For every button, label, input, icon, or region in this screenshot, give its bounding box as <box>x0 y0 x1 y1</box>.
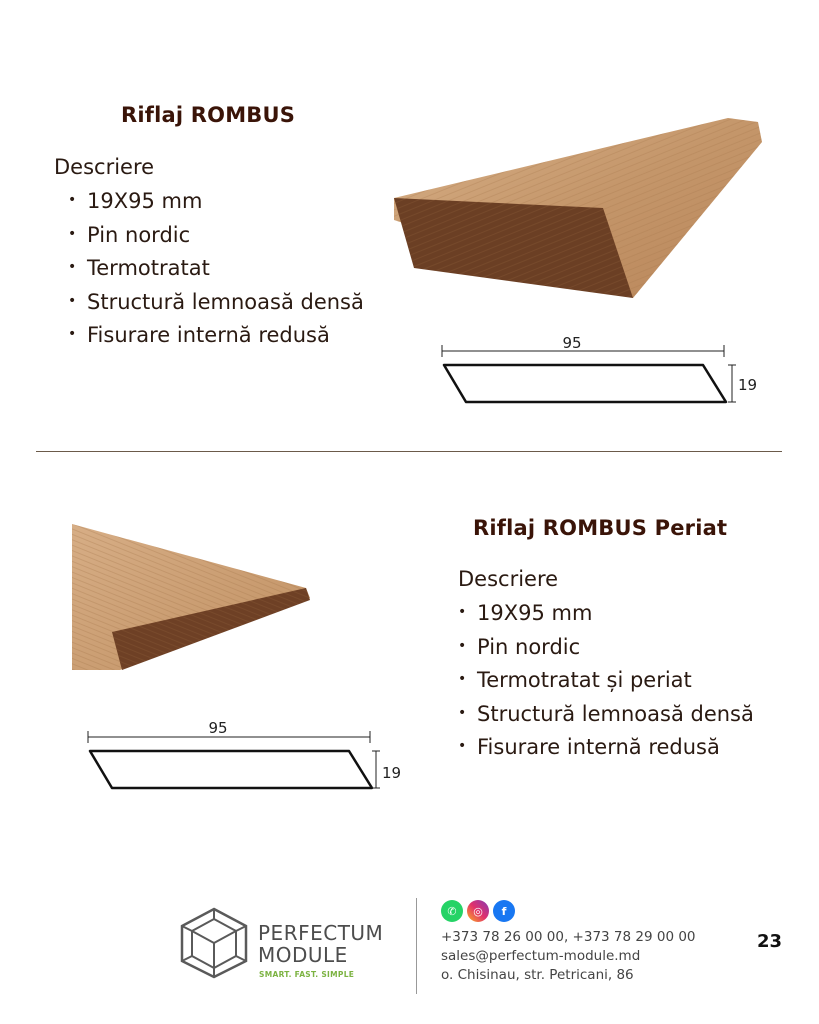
product1-title: Riflaj ROMBUS <box>121 103 296 127</box>
product2-board-image <box>70 520 315 675</box>
product1-description-label: Descriere <box>54 155 155 179</box>
facebook-icon[interactable]: f <box>493 900 515 922</box>
spec-item: • Termotratat și periat <box>458 664 754 698</box>
brand-tagline: SMART. FAST. SIMPLE <box>259 970 355 979</box>
contact-address: o. Chisinau, str. Petricani, 86 <box>441 967 634 983</box>
spec-item: • Pin nordic <box>68 219 364 253</box>
product2-description-label: Descriere <box>458 567 559 591</box>
spec-item: • Structură lemnoasă densă <box>68 286 364 320</box>
spec-item: • Fisurare internă redusă <box>458 731 754 765</box>
product1-spec-list <box>68 185 364 353</box>
section-divider <box>36 451 782 452</box>
spec-item: • 19X95 mm <box>68 185 364 219</box>
product2-width-label: 95 <box>208 719 228 737</box>
product1-width-label: 95 <box>562 334 582 352</box>
product2-height-label: 19 <box>382 764 402 782</box>
spec-item: • Fisurare internă redusă <box>68 319 364 353</box>
page-number: 23 <box>757 931 783 952</box>
contact-email[interactable]: sales@perfectum-module.md <box>441 948 641 964</box>
instagram-icon[interactable]: ◎ <box>467 900 489 922</box>
spec-item: • Termotratat <box>68 252 364 286</box>
product1-height-label: 19 <box>738 376 758 394</box>
brand-name <box>258 922 383 966</box>
product2-title: Riflaj ROMBUS Periat <box>473 516 728 540</box>
product1-board-image <box>388 112 768 302</box>
product1-profile-drawing <box>438 334 763 409</box>
whatsapp-icon[interactable]: ✆ <box>441 900 463 922</box>
brand-name-line1: PERFECTUM <box>258 921 384 945</box>
perfectum-logo-icon <box>178 906 250 980</box>
social-icons <box>441 900 515 922</box>
product2-spec-list <box>458 597 754 765</box>
spec-item: • Structură lemnoasă densă <box>458 698 754 732</box>
spec-item: • 19X95 mm <box>458 597 754 631</box>
brand-name-line2: MODULE <box>258 943 348 967</box>
spec-item: • Pin nordic <box>458 631 754 665</box>
contact-phones: +373 78 26 00 00, +373 78 29 00 00 <box>441 929 696 945</box>
footer-divider <box>416 898 417 994</box>
product2-profile-drawing <box>84 716 414 796</box>
